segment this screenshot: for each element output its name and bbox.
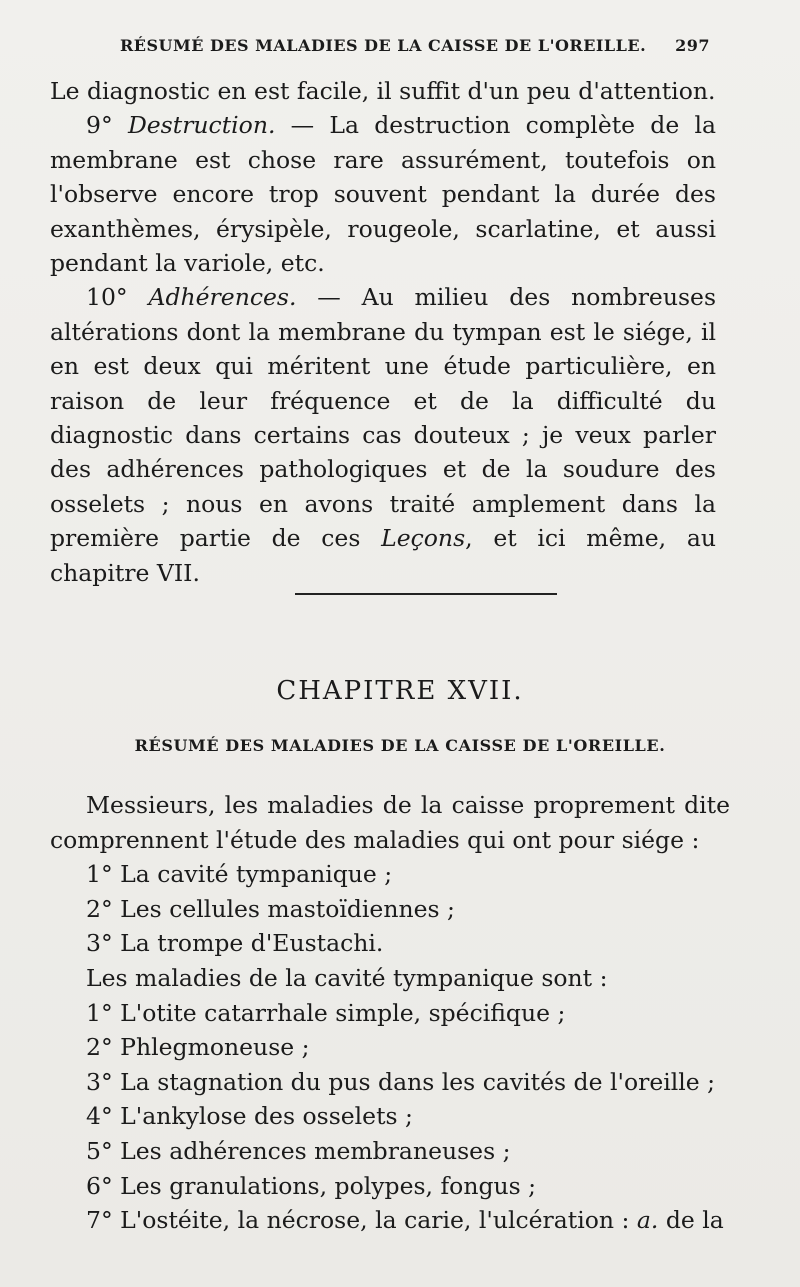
text-block-chapter [50,788,730,1238]
list-item: 1° L'otite catarrhale simple, spécifique ; [86,998,566,1027]
last-line-text: 7° L'ostéite, la nécrose, la carie, l'ulcération : [86,1206,637,1235]
paragraph-intro: Messieurs, les maladies de la caisse proprement dite comprennent l'étude des maladies qui ont pour siége : [50,791,730,854]
italic-word: Leçons [381,524,466,553]
last-line-tail: de la [658,1206,724,1235]
item-text-end: , et ici même, au chapitre VII. [50,524,716,587]
text-block-top [50,74,716,590]
item-text: — La destruction complète de la membrane est chose rare assurément, toutefois on l'observe encore trop souvent pendant la durée des exanthèmes, érysipèle, rougeole, scarlatine, et aussi pendant la variole, etc. [50,111,717,278]
list-item: 4° L'ankylose des osselets ; [86,1102,413,1131]
list-item: 1° La cavité tympanique ; [86,860,393,889]
item-number: 10° [86,283,149,312]
list-item: 3° La stagnation du pus dans les cavités de l'oreille ; [86,1067,716,1096]
paragraph-destruction [50,108,716,280]
item-title: Destruction. [127,111,276,140]
item-title: Adhérences. [148,283,297,312]
list-item: 2° Phlegmoneuse ; [86,1033,310,1062]
list-item: 5° Les adhérences membraneuses ; [86,1136,511,1165]
chapter-subtitle: RÉSUMÉ DES MALADIES DE LA CAISSE DE L'OREILLE. [134,736,666,755]
running-title: RÉSUMÉ DES MALADIES DE LA CAISSE DE L'OREILLE. [120,36,647,55]
list-lead: Les maladies de la cavité tympanique sont : [86,963,608,992]
list-item: 3° La trompe d'Eustachi. [86,929,384,958]
page-number: 297 [675,36,710,55]
list-item-last [50,1203,730,1238]
item-number: 9° [86,111,128,140]
list-item: 6° Les granulations, polypes, fongus ; [86,1171,537,1200]
chapter-title: CHAPITRE XVII. [276,676,524,706]
section-divider [295,593,557,595]
paragraph-adherences [50,280,716,590]
list-item: 2° Les cellules mastoïdiennes ; [86,894,455,923]
paragraph-diagnostic: Le diagnostic en est facile, il suffit d'un peu d'attention. [50,77,716,105]
last-line-italic: a. [636,1206,659,1235]
item-text: — Au milieu des nombreuses altérations dont la membrane du tympan est le siége, il en est deux qui méritent une étude particulière, en raison de leur fréquence et de la difficulté du diagnostic dans certains cas douteux ; je veux parler des adhérences pathologiques et de la soudure des osselets ; nous en avons traité amplement dans la première partie de ces [50,283,716,553]
